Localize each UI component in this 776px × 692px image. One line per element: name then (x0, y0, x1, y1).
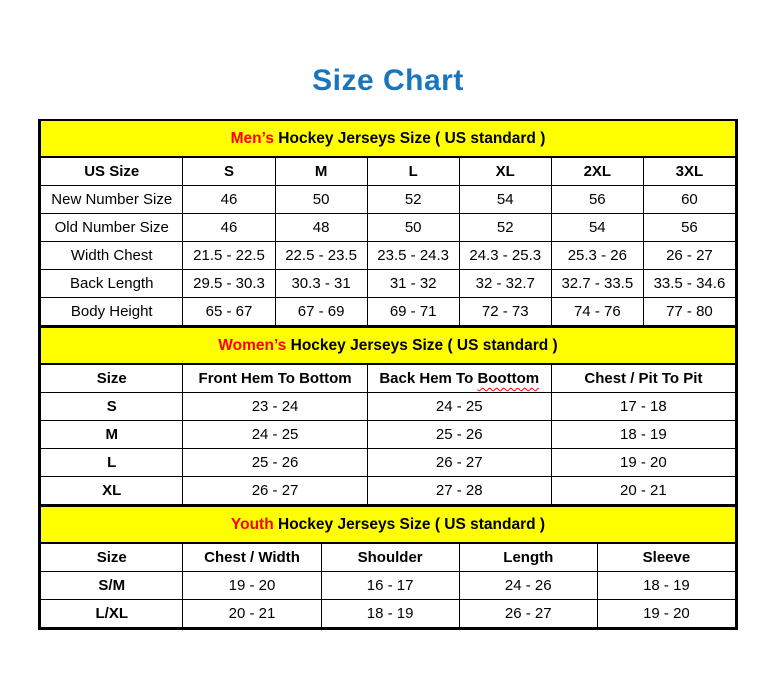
cell: 56 (643, 214, 735, 242)
cell: 46 (183, 214, 275, 242)
womens-highlight-text: Women’s (218, 336, 287, 354)
cell: 24.3 - 25.3 (459, 242, 551, 270)
table-row (41, 477, 736, 505)
cell: 26 - 27 (183, 477, 367, 505)
table-row (41, 449, 736, 477)
womens-section-title (41, 327, 736, 364)
mens-col-m: M (275, 157, 367, 186)
table-row (41, 393, 736, 421)
womens-size-table (40, 326, 736, 505)
mens-col-2xl: 2XL (551, 157, 643, 186)
back-hem-prefix: Back Hem To (379, 370, 478, 387)
row-label: L (41, 449, 183, 477)
cell: 26 - 27 (459, 600, 597, 628)
youth-col-sleeve: Sleeve (597, 543, 735, 572)
table-row (41, 298, 736, 326)
youth-col-size: Size (41, 543, 183, 572)
youth-section-title (41, 506, 736, 543)
cell: 21.5 - 22.5 (183, 242, 275, 270)
youth-col-length: Length (459, 543, 597, 572)
youth-section-band (41, 506, 736, 543)
cell: 52 (459, 214, 551, 242)
cell: 22.5 - 23.5 (275, 242, 367, 270)
table-row (41, 421, 736, 449)
womens-col-size: Size (41, 364, 183, 393)
youth-col-shoulder: Shoulder (321, 543, 459, 572)
womens-section-band (41, 327, 736, 364)
cell: 48 (275, 214, 367, 242)
mens-section-band (41, 121, 736, 157)
table-row (41, 270, 736, 298)
row-label: XL (41, 477, 183, 505)
cell: 24 - 25 (183, 421, 367, 449)
cell: 19 - 20 (597, 600, 735, 628)
size-chart-tables (38, 119, 738, 630)
cell: 18 - 19 (597, 572, 735, 600)
cell: 23.5 - 24.3 (367, 242, 459, 270)
mens-col-xl: XL (459, 157, 551, 186)
cell: 65 - 67 (183, 298, 275, 326)
cell: 25.3 - 26 (551, 242, 643, 270)
mens-header-row (41, 157, 736, 186)
womens-title-text: Hockey Jerseys Size ( US standard ) (286, 336, 558, 354)
row-label: M (41, 421, 183, 449)
womens-col-chest: Chest / Pit To Pit (551, 364, 735, 393)
cell: 72 - 73 (459, 298, 551, 326)
row-label: S (41, 393, 183, 421)
cell: 20 - 21 (551, 477, 735, 505)
cell: 18 - 19 (551, 421, 735, 449)
cell: 50 (367, 214, 459, 242)
cell: 19 - 20 (551, 449, 735, 477)
row-label: S/M (41, 572, 183, 600)
cell: 50 (275, 186, 367, 214)
cell: 25 - 26 (183, 449, 367, 477)
womens-col-front-hem: Front Hem To Bottom (183, 364, 367, 393)
row-label: L/XL (41, 600, 183, 628)
row-label: Width Chest (41, 242, 183, 270)
mens-col-s: S (183, 157, 275, 186)
cell: 60 (643, 186, 735, 214)
mens-col-3xl: 3XL (643, 157, 735, 186)
youth-header-row (41, 543, 736, 572)
cell: 25 - 26 (367, 421, 551, 449)
cell: 26 - 27 (643, 242, 735, 270)
mens-col-l: L (367, 157, 459, 186)
mens-section-title (41, 121, 736, 157)
cell: 32.7 - 33.5 (551, 270, 643, 298)
youth-size-table (40, 505, 736, 628)
youth-highlight-text: Youth (230, 515, 274, 533)
table-row (41, 600, 736, 628)
cell: 67 - 69 (275, 298, 367, 326)
row-label: Old Number Size (41, 214, 183, 242)
row-label: Back Length (41, 270, 183, 298)
cell: 54 (459, 186, 551, 214)
cell: 18 - 19 (321, 600, 459, 628)
page-title: Size Chart (312, 64, 464, 97)
cell: 32 - 32.7 (459, 270, 551, 298)
youth-col-chest: Chest / Width (183, 543, 321, 572)
cell: 24 - 26 (459, 572, 597, 600)
row-label: Body Height (41, 298, 183, 326)
misspelled-word: Boottom (477, 370, 540, 387)
cell: 17 - 18 (551, 393, 735, 421)
youth-title-text: Hockey Jerseys Size ( US standard ) (273, 515, 546, 533)
cell: 69 - 71 (367, 298, 459, 326)
table-row (41, 572, 736, 600)
cell: 20 - 21 (183, 600, 321, 628)
cell: 19 - 20 (183, 572, 321, 600)
cell: 24 - 25 (367, 393, 551, 421)
cell: 31 - 32 (367, 270, 459, 298)
womens-col-back-hem (367, 364, 551, 393)
cell: 54 (551, 214, 643, 242)
table-row (41, 214, 736, 242)
cell: 46 (183, 186, 275, 214)
table-row (41, 242, 736, 270)
cell: 29.5 - 30.3 (183, 270, 275, 298)
cell: 56 (551, 186, 643, 214)
mens-size-table (40, 121, 736, 326)
cell: 77 - 80 (643, 298, 735, 326)
cell: 33.5 - 34.6 (643, 270, 735, 298)
cell: 74 - 76 (551, 298, 643, 326)
womens-header-row (41, 364, 736, 393)
cell: 23 - 24 (183, 393, 367, 421)
cell: 26 - 27 (367, 449, 551, 477)
mens-title-text: Hockey Jerseys Size ( US standard ) (273, 129, 546, 147)
cell: 30.3 - 31 (275, 270, 367, 298)
mens-col-us-size: US Size (41, 157, 183, 186)
cell: 27 - 28 (367, 477, 551, 505)
table-row (41, 186, 736, 214)
row-label: New Number Size (41, 186, 183, 214)
cell: 52 (367, 186, 459, 214)
cell: 16 - 17 (321, 572, 459, 600)
mens-highlight-text: Men’s (230, 129, 274, 147)
